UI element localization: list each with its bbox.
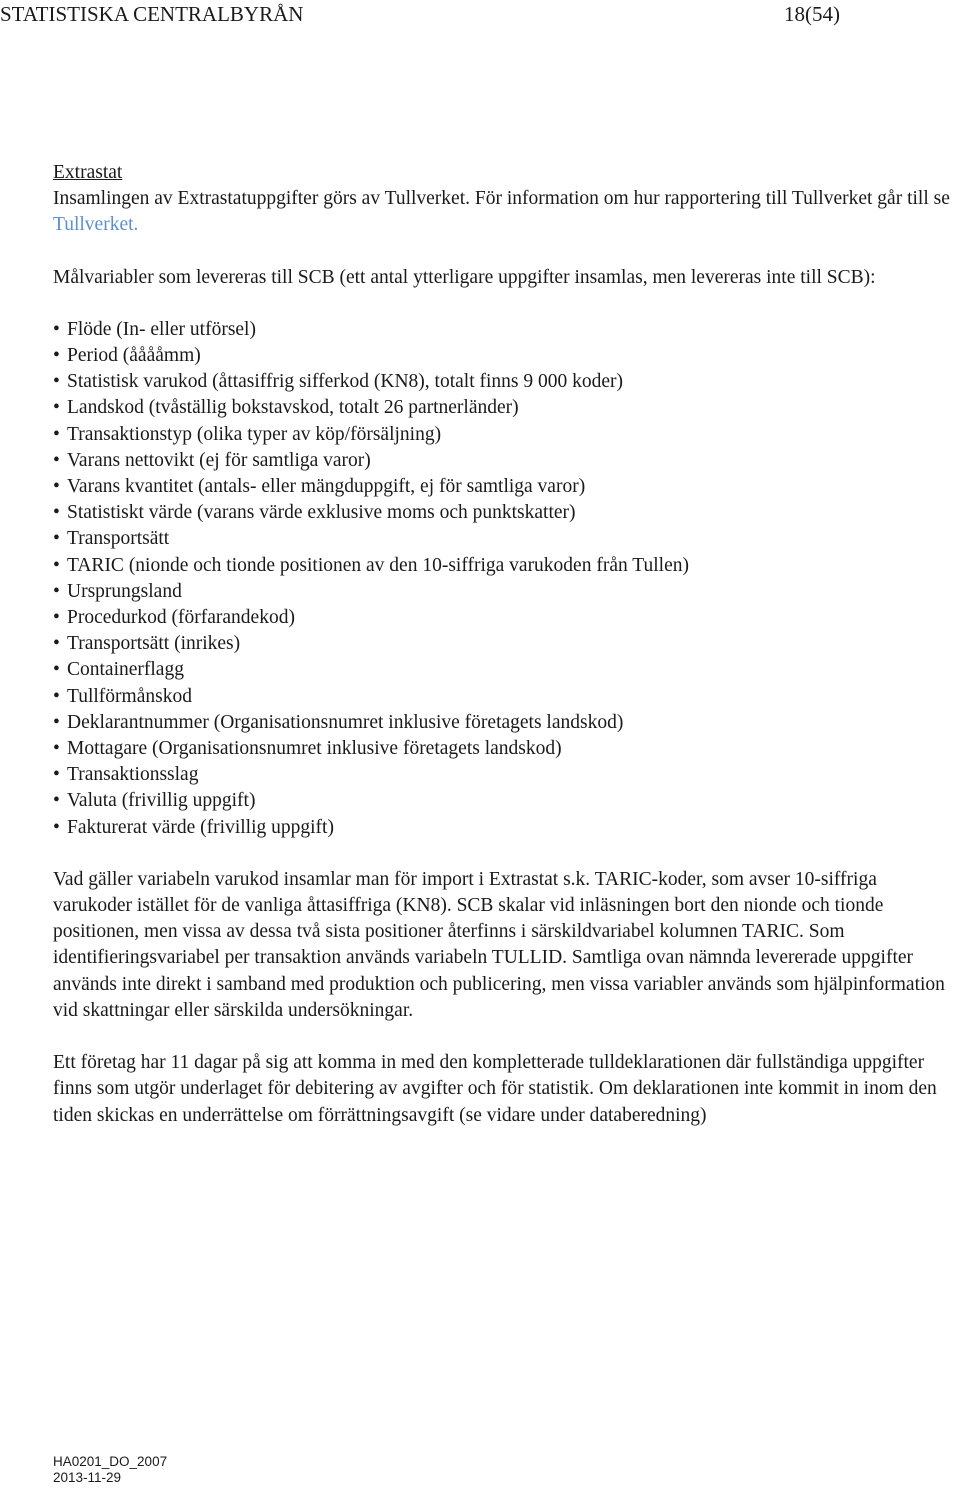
list-item: • Deklarantnummer (Organisationsnumret inklusive företagets landskod) [53, 710, 958, 736]
main-content [53, 160, 958, 1129]
target-variables-list [53, 317, 958, 841]
list-item: • Containerflagg [53, 657, 958, 683]
list-item: • Mottagare (Organisationsnumret inklusive företagets landskod) [53, 736, 958, 762]
taric-paragraph: Vad gäller variabeln varukod insamlar man för import i Extrastat s.k. TARIC-koder, som avser 10-siffriga varukoder istället för de vanliga åttasiffriga (KN8). SCB skalar vid inläsningen bort den nionde och tionde positionen, men vissa av dessa två sista positioner återfinns i särskildvariabel kolumnen TARIC. Som identifieringsvariabel per transaktion används variabeln TULLID. Samtliga ovan nämnda levererade uppgifter används inte direkt i samband med produktion och publicering, men vissa variabler används som hjälpinformation vid skattningar eller särskilda undersökningar. [53, 868, 945, 1021]
list-item: • TARIC (nionde och tionde positionen av den 10-siffriga varukoden från Tullen) [53, 553, 958, 579]
spacer [53, 1024, 958, 1050]
list-item: • Transaktionstyp (olika typer av köp/försäljning) [53, 422, 958, 448]
intro-text: Insamlingen av Extrastatuppgifter görs av Tullverket. För information om hur rapportering till Tullverket går till se [53, 188, 950, 210]
document-date: 2013-11-29 [53, 1470, 122, 1485]
list-item: • Valuta (frivillig uppgift) [53, 788, 958, 814]
list-item: • Varans kvantitet (antals- eller mängduppgift, ej för samtliga varor) [53, 474, 958, 500]
list-item: • Tullförmånskod [53, 684, 958, 710]
section-title: Extrastat [53, 162, 123, 183]
spacer [53, 291, 958, 317]
list-item: • Ursprungsland [53, 579, 958, 605]
deadline-paragraph: Ett företag har 11 dagar på sig att komma in med den kompletterade tulldeklarationen där fullständiga uppgifter finns som utgör underlaget för debitering av avgifter och för statistik. Om deklarationen inte kommit in inom den tiden skickas en underrättelse om förrättningsavgift (se vidare under databeredning) [53, 1052, 937, 1126]
list-item: • Statistiskt värde (varans värde exklusive moms och punktskatter) [53, 500, 958, 526]
spacer [53, 239, 958, 265]
list-item: • Statistisk varukod (åttasiffrig sifferkod (KN8), totalt finns 9 000 koder) [53, 369, 958, 395]
list-item: • Varans nettovikt (ej för samtliga varor) [53, 448, 958, 474]
list-item: • Transportsätt (inrikes) [53, 631, 958, 657]
list-item: • Flöde (In- eller utförsel) [53, 317, 958, 343]
page-number: 18(54) [784, 2, 840, 26]
page-header [0, 2, 960, 30]
tullverket-link[interactable]: Tullverket. [53, 214, 139, 236]
document-id: HA0201_DO_2007 [53, 1454, 168, 1469]
organization-name: STATISTISKA CENTRALBYRÅN [0, 2, 304, 26]
list-item: • Procedurkod (förfarandekod) [53, 605, 958, 631]
list-item: • Transportsätt [53, 526, 958, 552]
list-item: • Landskod (tvåställig bokstavskod, totalt 26 partnerländer) [53, 395, 958, 421]
intro-paragraph [53, 186, 958, 238]
list-item: • Transaktionsslag [53, 762, 958, 788]
page-footer [53, 1454, 167, 1486]
list-item: • Fakturerat värde (frivillig uppgift) [53, 815, 958, 841]
target-variables-intro: Målvariabler som levereras till SCB (ett antal ytterligare uppgifter insamlas, men levereras inte till SCB): [53, 266, 876, 288]
spacer [53, 841, 958, 867]
list-item: • Period (ååååmm) [53, 343, 958, 369]
